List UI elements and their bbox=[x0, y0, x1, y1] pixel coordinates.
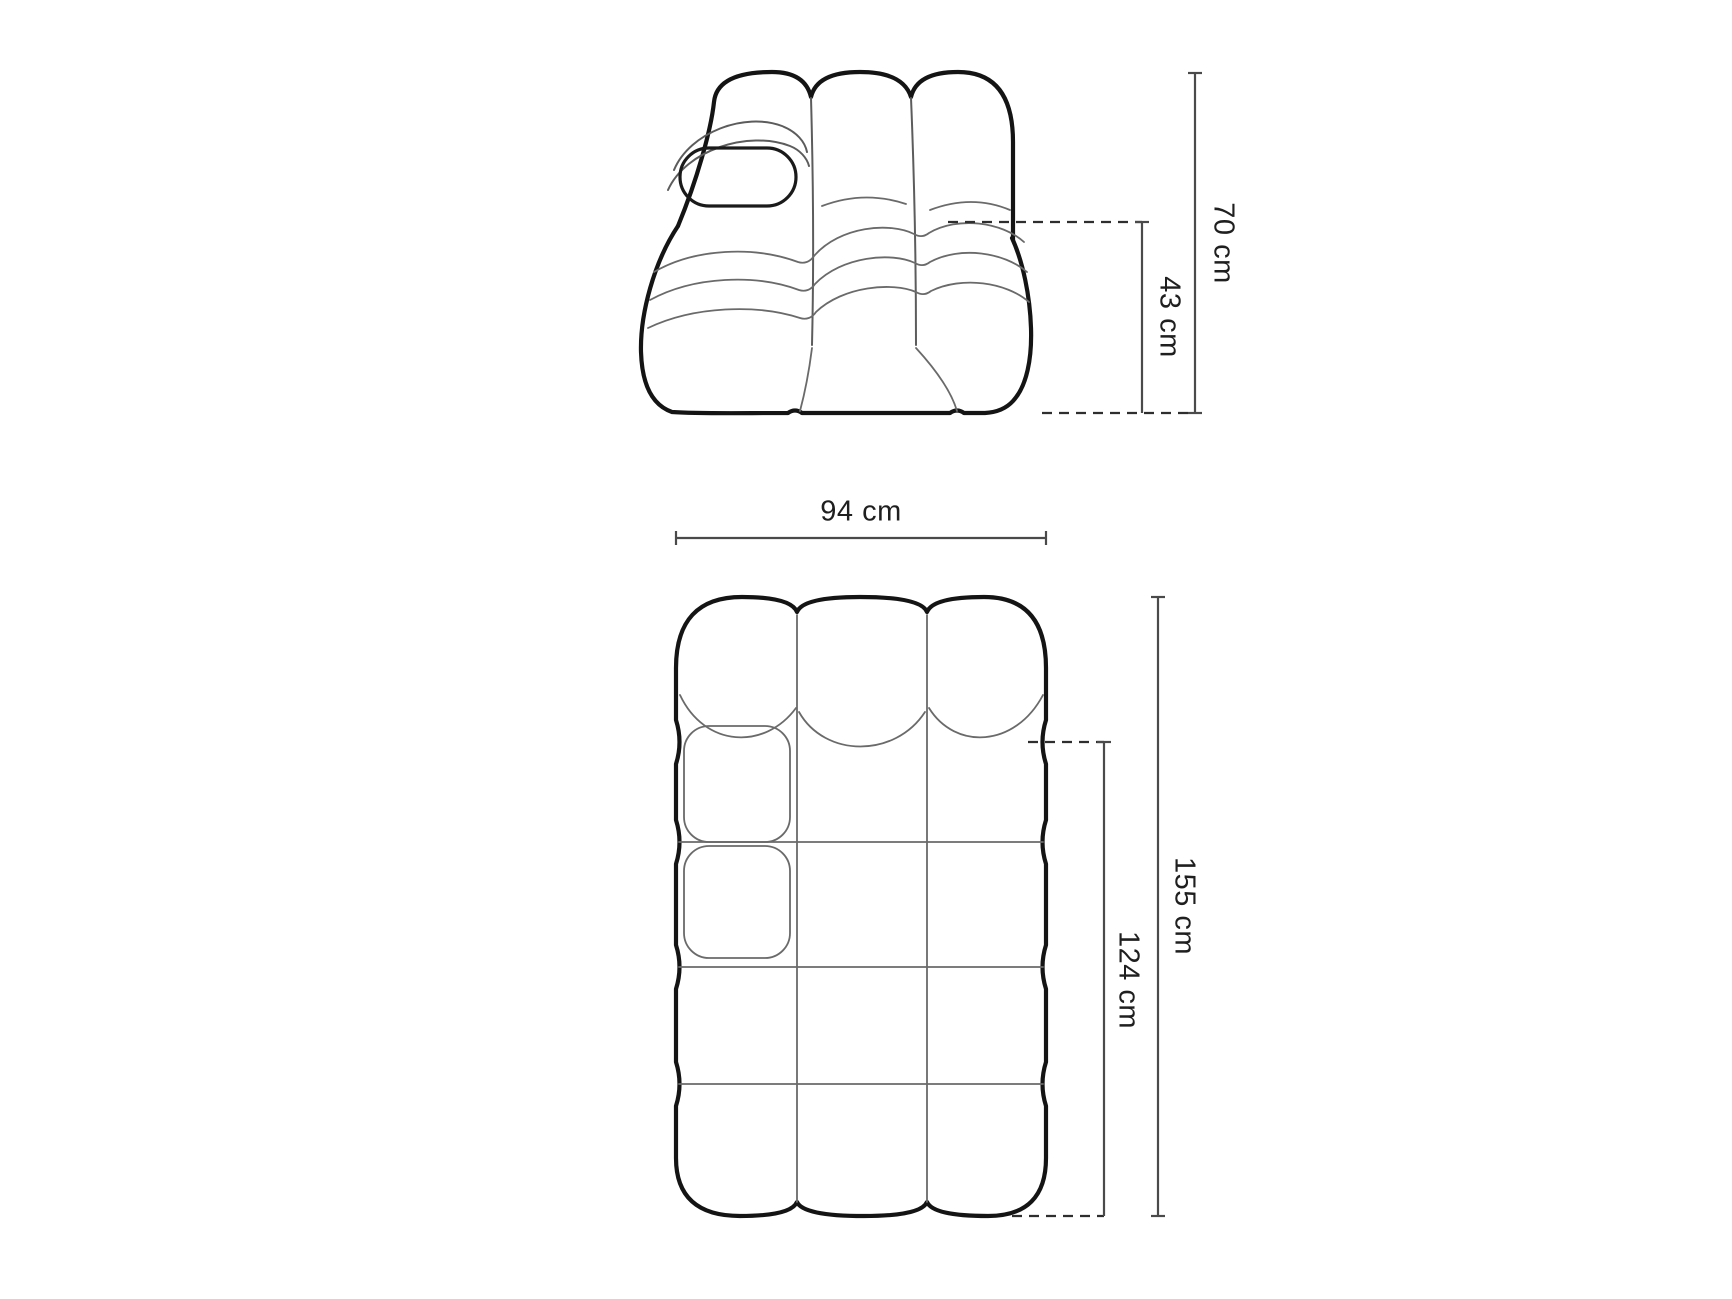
front-seat-wave-3 bbox=[648, 283, 1029, 328]
front-seat-seam-left bbox=[800, 348, 812, 411]
front-view-dimensions bbox=[948, 73, 1202, 413]
top-backrest-arc-right bbox=[929, 695, 1043, 737]
dimension-label-seat-height: 43 cm bbox=[1153, 276, 1186, 358]
top-body-outline bbox=[676, 597, 1046, 1216]
top-dimension-line-total-depth bbox=[1151, 597, 1165, 1216]
front-backrest-seam-right bbox=[911, 98, 916, 345]
front-tuft-arc-right bbox=[930, 202, 1010, 210]
top-view-drawing bbox=[676, 597, 1046, 1216]
front-tuft-arc-middle bbox=[822, 197, 906, 206]
front-dimension-line-seat-height bbox=[1135, 222, 1149, 413]
front-backrest-seam-left bbox=[811, 98, 813, 345]
top-backrest-arc-middle bbox=[799, 712, 925, 747]
front-seat-seam-right bbox=[916, 348, 957, 411]
dimension-label-seat-depth: 124 cm bbox=[1112, 930, 1145, 1030]
front-seat-wave-1 bbox=[654, 223, 1024, 272]
top-view-dimensions bbox=[676, 531, 1165, 1216]
front-body-outline bbox=[641, 226, 1031, 413]
top-dimension-line-width bbox=[676, 531, 1046, 545]
front-backrest-outline bbox=[678, 72, 1013, 240]
top-armrest-cushion-2 bbox=[684, 846, 790, 958]
front-seat-wave-2 bbox=[650, 253, 1027, 300]
dimension-label-total-height: 70 cm bbox=[1207, 202, 1240, 284]
front-view-drawing bbox=[641, 72, 1031, 413]
top-armrest-cushion-1 bbox=[684, 726, 790, 842]
front-dimension-line-total-height bbox=[1188, 73, 1202, 413]
dimension-label-total-depth: 155 cm bbox=[1168, 856, 1201, 956]
top-dimension-line-seat-depth bbox=[1097, 742, 1111, 1216]
dimension-label-width: 94 cm bbox=[820, 495, 902, 528]
